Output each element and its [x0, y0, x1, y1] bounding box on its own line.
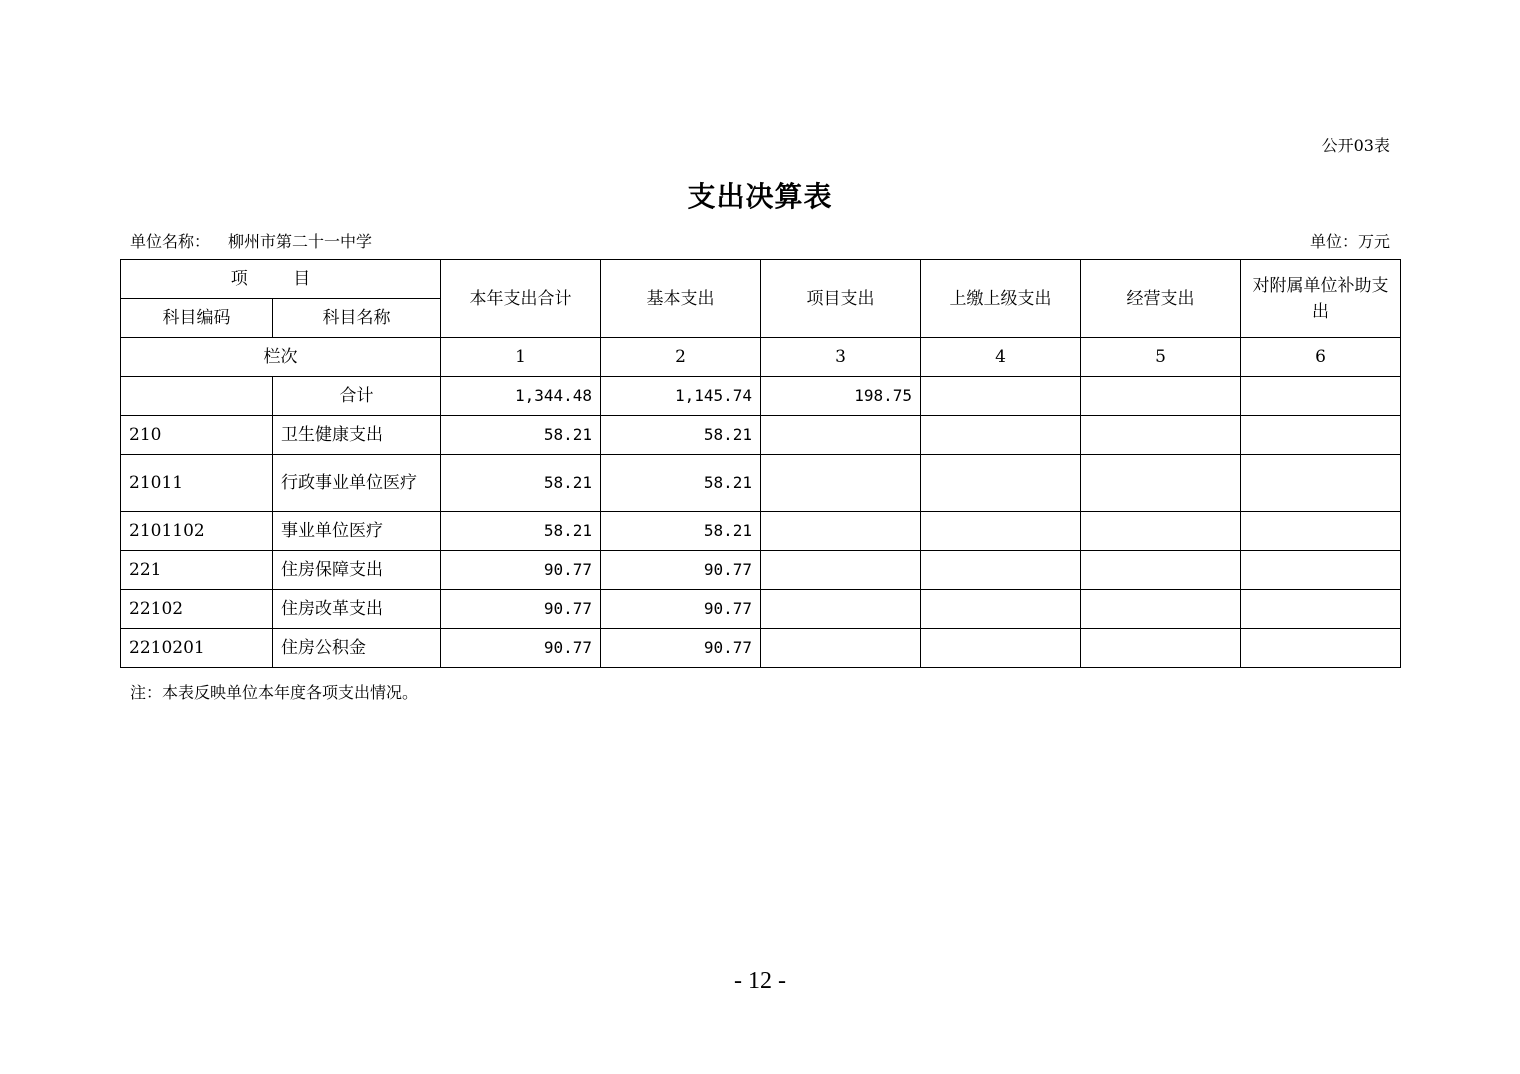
table-row — [121, 416, 1401, 455]
header-total: 本年支出合计 — [441, 260, 601, 338]
row-name: 事业单位医疗 — [273, 512, 441, 551]
row-total: 58.21 — [441, 512, 601, 551]
sum-business — [1081, 377, 1241, 416]
row-business — [1081, 551, 1241, 590]
header-row-1 — [121, 260, 1401, 299]
row-business — [1081, 590, 1241, 629]
row-code: 21011 — [121, 455, 273, 512]
sum-code-cell — [121, 377, 273, 416]
row-code: 2210201 — [121, 629, 273, 668]
sum-row — [121, 377, 1401, 416]
page-number: - 12 - — [734, 968, 786, 994]
row-name: 住房公积金 — [273, 629, 441, 668]
row-name: 行政事业单位医疗 — [273, 455, 441, 512]
row-business — [1081, 455, 1241, 512]
row-code: 210 — [121, 416, 273, 455]
row-project — [761, 551, 921, 590]
column-index: 3 — [761, 338, 921, 377]
column-index: 1 — [441, 338, 601, 377]
row-code: 22102 — [121, 590, 273, 629]
table-row — [121, 590, 1401, 629]
row-name: 住房保障支出 — [273, 551, 441, 590]
unit-name-value: 柳州市第二十一中学 — [228, 232, 373, 251]
row-code: 2101102 — [121, 512, 273, 551]
header-upper: 上缴上级支出 — [921, 260, 1081, 338]
row-basic: 90.77 — [601, 629, 761, 668]
row-basic: 90.77 — [601, 590, 761, 629]
row-upper — [921, 455, 1081, 512]
row-business — [1081, 416, 1241, 455]
row-subsidy — [1241, 629, 1401, 668]
row-upper — [921, 416, 1081, 455]
row-code: 221 — [121, 551, 273, 590]
row-basic: 58.21 — [601, 455, 761, 512]
row-project — [761, 590, 921, 629]
row-project — [761, 629, 921, 668]
column-index: 6 — [1241, 338, 1401, 377]
column-index: 4 — [921, 338, 1081, 377]
column-index-row — [121, 338, 1401, 377]
header-code: 科目编码 — [121, 299, 273, 338]
unit-name — [130, 229, 372, 252]
row-upper — [921, 590, 1081, 629]
row-business — [1081, 512, 1241, 551]
row-business — [1081, 629, 1241, 668]
currency-unit: 单位：万元 — [1309, 232, 1390, 251]
row-upper — [921, 629, 1081, 668]
row-subsidy — [1241, 512, 1401, 551]
form-number: 公开03表 — [1321, 136, 1390, 155]
row-total: 58.21 — [441, 455, 601, 512]
expenditure-table — [120, 259, 1401, 668]
row-basic: 90.77 — [601, 551, 761, 590]
row-basic: 58.21 — [601, 512, 761, 551]
sum-total: 1,344.48 — [441, 377, 601, 416]
row-upper — [921, 512, 1081, 551]
sum-label: 合计 — [273, 377, 441, 416]
row-subsidy — [1241, 590, 1401, 629]
row-project — [761, 512, 921, 551]
row-name: 卫生健康支出 — [273, 416, 441, 455]
table-row — [121, 455, 1401, 512]
table-row — [121, 551, 1401, 590]
header-business: 经营支出 — [1081, 260, 1241, 338]
row-total: 90.77 — [441, 590, 601, 629]
row-upper — [921, 551, 1081, 590]
column-index: 2 — [601, 338, 761, 377]
row-subsidy — [1241, 551, 1401, 590]
row-total: 90.77 — [441, 551, 601, 590]
header-subsidy: 对附属单位补助支出 — [1241, 260, 1401, 338]
column-index-label: 栏次 — [121, 338, 441, 377]
row-subsidy — [1241, 416, 1401, 455]
header-project: 项目支出 — [761, 260, 921, 338]
row-subsidy — [1241, 455, 1401, 512]
row-total: 90.77 — [441, 629, 601, 668]
row-total: 58.21 — [441, 416, 601, 455]
row-project — [761, 455, 921, 512]
page-title: 支出决算表 — [687, 180, 833, 213]
row-basic: 58.21 — [601, 416, 761, 455]
table-note: 注：本表反映单位本年度各项支出情况。 — [130, 683, 419, 702]
column-index: 5 — [1081, 338, 1241, 377]
unit-name-label: 单位名称： — [130, 232, 211, 251]
sum-subsidy — [1241, 377, 1401, 416]
row-name: 住房改革支出 — [273, 590, 441, 629]
header-basic: 基本支出 — [601, 260, 761, 338]
table-row — [121, 512, 1401, 551]
header-name: 科目名称 — [273, 299, 441, 338]
sum-upper — [921, 377, 1081, 416]
row-project — [761, 416, 921, 455]
sum-basic: 1,145.74 — [601, 377, 761, 416]
table-row — [121, 629, 1401, 668]
sum-project: 198.75 — [761, 377, 921, 416]
header-item: 项 目 — [121, 260, 441, 299]
